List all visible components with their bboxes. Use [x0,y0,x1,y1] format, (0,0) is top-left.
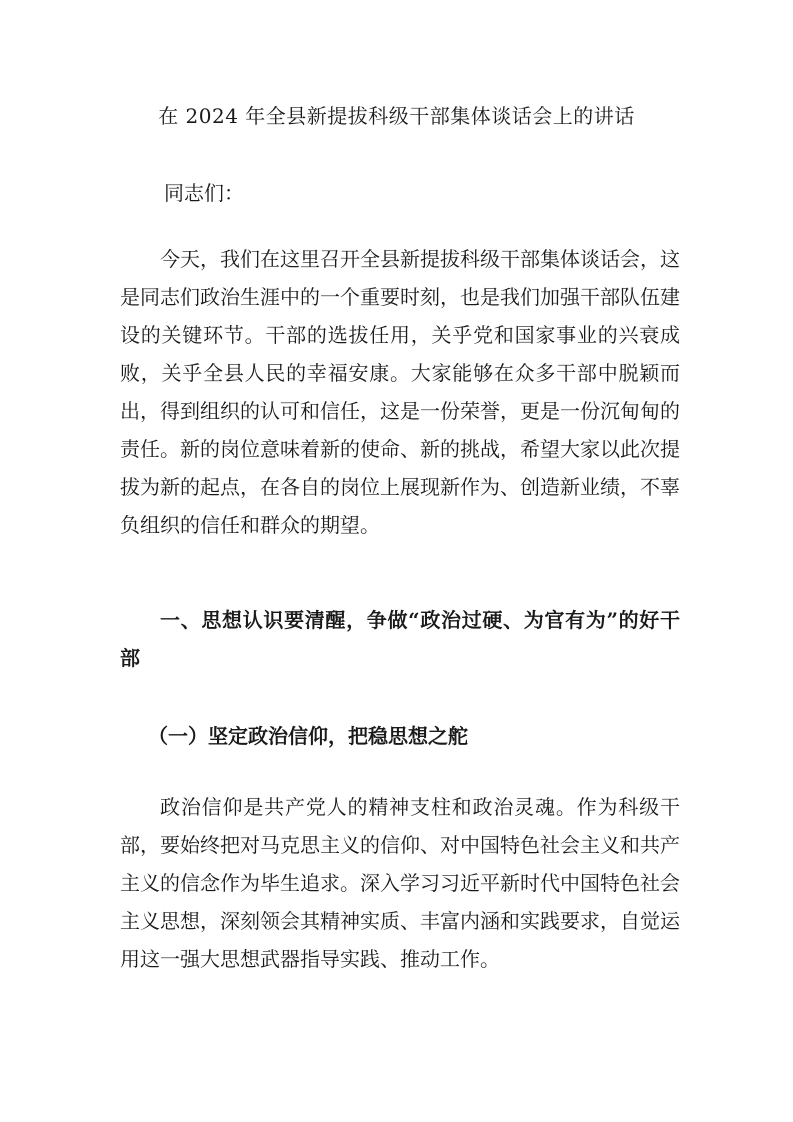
subsection-1-heading: （一）坚定政治信仰，把稳思想之舵 [148,724,468,748]
salutation: 同志们： [164,181,244,205]
document-title: 在 2024 年全县新提拔科级干部集体谈话会上的讲话 [158,104,635,128]
intro-paragraph: 今天，我们在这里召开全县新提拔科级干部集体谈话会，这是同志们政治生涯中的一个重要时刻，也是我们加强干部队伍建设的关键环节。干部的选拔任用，关乎党和国家事业的兴衰成败，关乎全县人民的幸福安康。大家能够在众多干部中脱颖而出，得到组织的认可和信任，这是一份荣誉，更是一份沉甸甸的责任。新的岗位意味着新的使命、新的挑战，希望大家以此次提拔为新的起点，在各自的岗位上展现新作为、创造新业绩，不辜负组织的信任和群众的期望。 [120,247,680,537]
subsection-1-paragraph: 政治信仰是共产党人的精神支柱和政治灵魂。作为科级干部，要始终把对马克思主义的信仰、对中国特色社会主义和共产主义的信念作为毕生追求。深入学习习近平新时代中国特色社会主义思想，深刻领会其精神实质、丰富内涵和实践要求，自觉运用这一强大思想武器指导实践、推动工作。 [120,795,680,971]
section-1-heading: 一、思想认识要清醒，争做“政治过硬、为官有为”的好干部 [120,608,680,670]
